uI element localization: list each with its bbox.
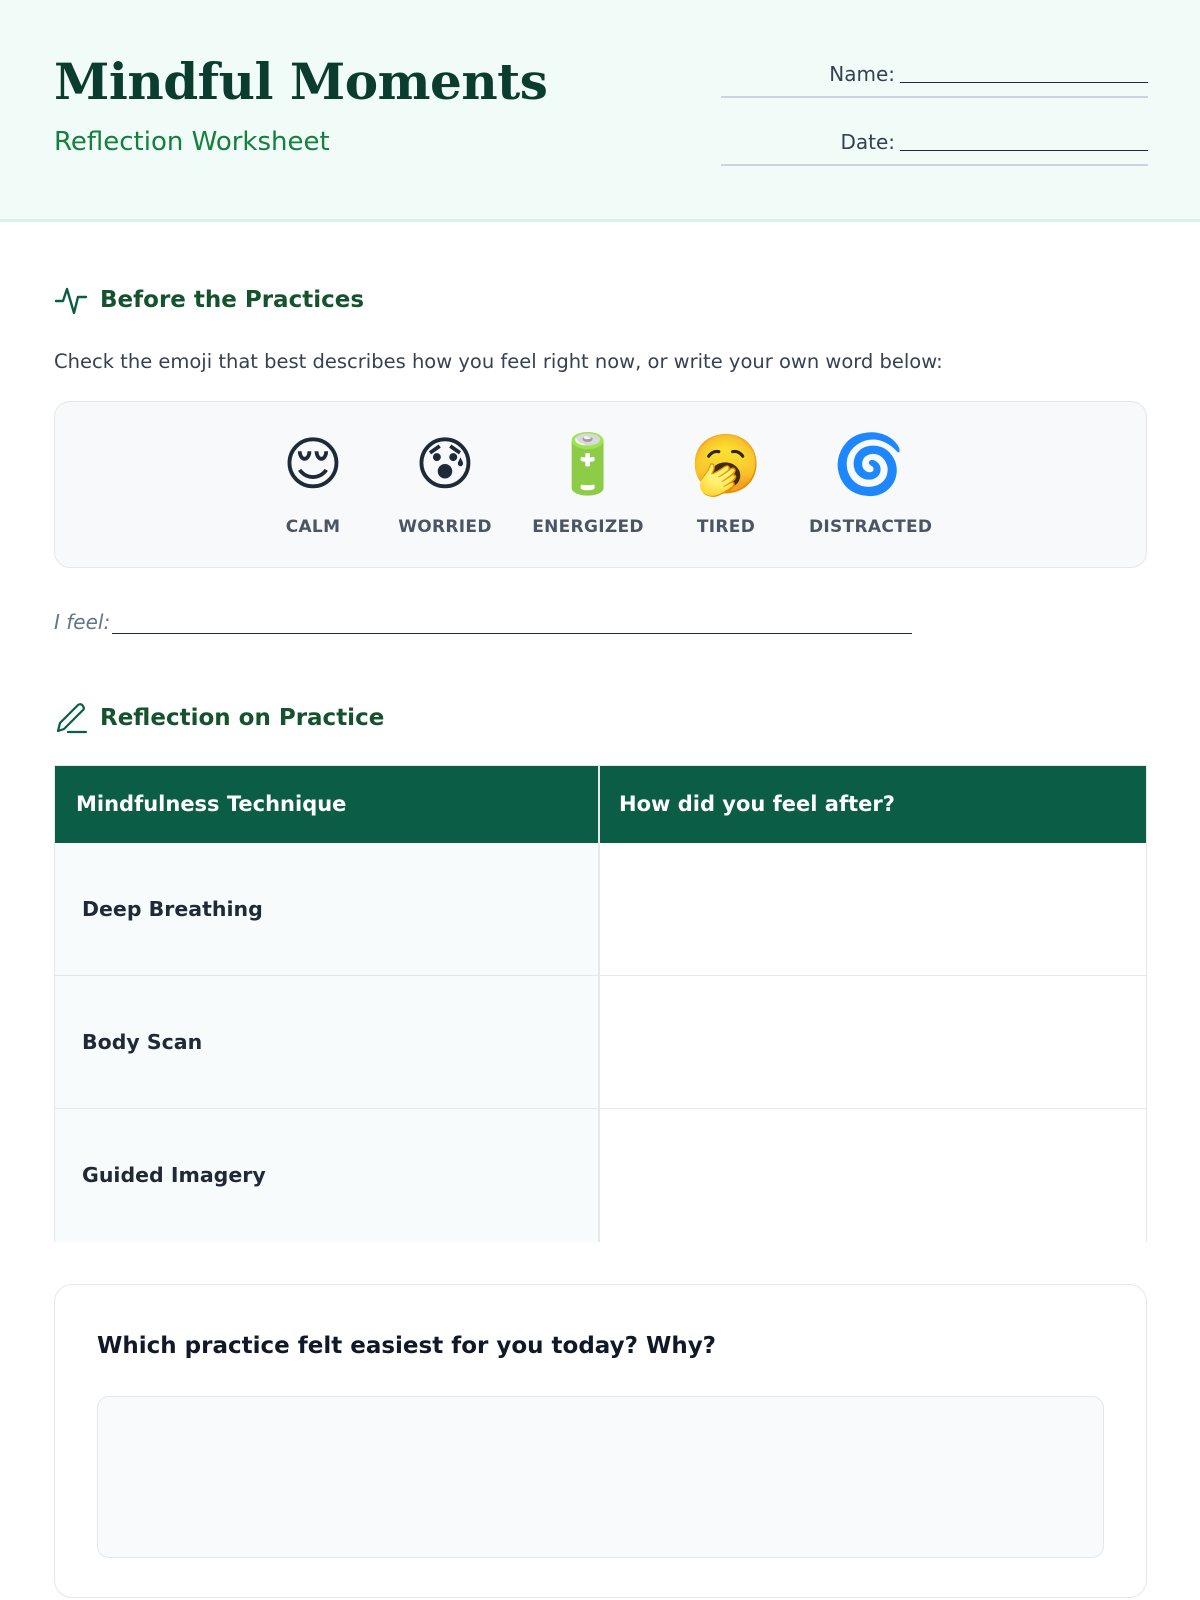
- worried-emoji-icon: 😰: [414, 430, 476, 498]
- table-header: [55, 766, 1146, 843]
- emoji-option-energized[interactable]: [528, 402, 648, 569]
- emoji-label: CALM: [285, 517, 341, 537]
- calm-emoji-icon: 😌: [282, 430, 344, 498]
- feeling-response-cell[interactable]: [600, 843, 1146, 975]
- table-row: [55, 976, 1146, 1109]
- pen-icon: [54, 701, 88, 735]
- technique-name: Deep Breathing: [82, 897, 263, 921]
- i-feel-label: I feel:: [54, 610, 111, 634]
- spiral-emoji-icon: 🌀: [832, 430, 906, 498]
- table-row: [55, 843, 1146, 976]
- question-card: [54, 1284, 1147, 1598]
- date-field[interactable]: [721, 126, 1148, 166]
- emoji-option-distracted[interactable]: [809, 402, 933, 569]
- name-field[interactable]: [721, 58, 1148, 98]
- date-blank-line[interactable]: [900, 150, 1148, 151]
- emoji-instruction: Check the emoji that best describes how you feel right now, or write your own word below:: [54, 350, 943, 373]
- emoji-option-tired[interactable]: [666, 402, 786, 569]
- emoji-label: ENERGIZED: [532, 517, 644, 537]
- column-divider: [598, 766, 600, 1241]
- emoji-option-calm[interactable]: [253, 402, 373, 569]
- reflection-table: [54, 765, 1147, 1242]
- yawning-emoji-icon: 🥱: [689, 430, 763, 498]
- emoji-checklist: [54, 401, 1147, 568]
- i-feel-field[interactable]: [54, 610, 912, 634]
- technique-cell: [55, 976, 598, 1108]
- column-header-feeling: How did you feel after?: [619, 792, 895, 816]
- before-section-heading: [54, 280, 364, 320]
- battery-emoji-icon: 🔋: [551, 430, 625, 498]
- before-heading-text: Before the Practices: [100, 287, 365, 313]
- page-subtitle: Reflection Worksheet: [54, 127, 330, 157]
- technique-name: Guided Imagery: [82, 1163, 266, 1187]
- answer-box[interactable]: [97, 1396, 1104, 1558]
- name-label: Name:: [829, 62, 895, 86]
- name-blank-line[interactable]: [900, 82, 1148, 83]
- technique-cell: [55, 843, 598, 975]
- table-row: [55, 1109, 1146, 1242]
- emoji-label: TIRED: [696, 517, 756, 537]
- reflection-section-heading: [54, 698, 384, 738]
- technique-name: Body Scan: [82, 1030, 203, 1054]
- emoji-label: WORRIED: [398, 517, 492, 537]
- technique-cell: [55, 1109, 598, 1242]
- worksheet-header: [0, 0, 1200, 222]
- page-title: Mindful Moments: [54, 52, 548, 111]
- reflection-heading-text: Reflection on Practice: [100, 705, 385, 731]
- column-header-technique: Mindfulness Technique: [76, 792, 347, 816]
- pulse-icon: [54, 283, 88, 317]
- date-label: Date:: [840, 130, 895, 154]
- feeling-response-cell[interactable]: [600, 976, 1146, 1108]
- i-feel-blank-line[interactable]: [112, 612, 912, 634]
- emoji-label: DISTRACTED: [809, 517, 933, 537]
- emoji-option-worried[interactable]: [385, 402, 505, 569]
- feeling-response-cell[interactable]: [600, 1109, 1146, 1242]
- question-text: Which practice felt easiest for you today? Why?: [97, 1333, 717, 1359]
